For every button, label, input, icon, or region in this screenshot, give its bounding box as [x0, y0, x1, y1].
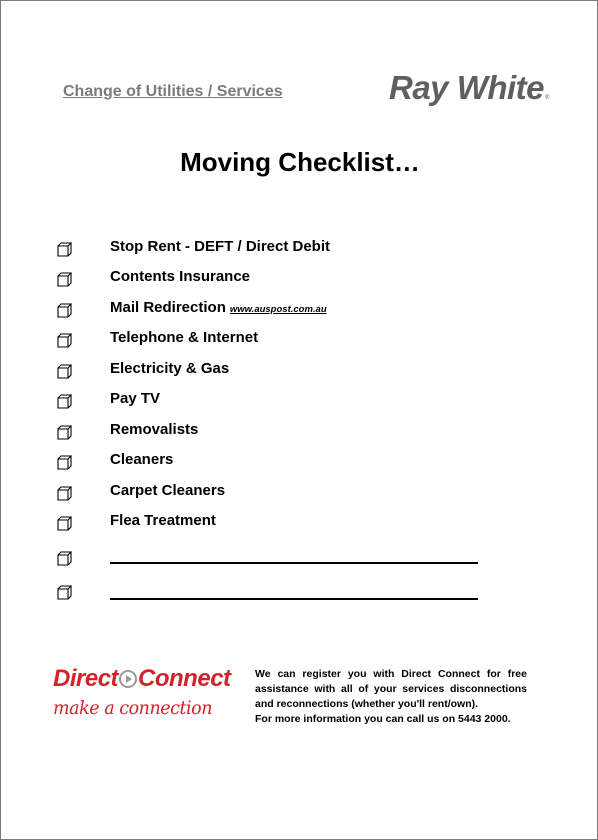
checkbox-icon[interactable] [57, 242, 72, 257]
checklist-item[interactable] [1, 482, 598, 506]
checklist-item[interactable] [1, 360, 598, 384]
direct-connect-info [255, 667, 527, 727]
checklist-item-label: Contents Insurance [110, 268, 251, 285]
checkbox-icon[interactable] [57, 394, 72, 409]
checkbox-icon[interactable] [57, 303, 72, 318]
checklist-item-label: Flea Treatment [110, 512, 216, 529]
ray-white-logo [389, 69, 549, 107]
checklist-blank-item[interactable] [1, 581, 598, 605]
direct-connect-logo [53, 665, 235, 723]
page-subtitle: Change of Utilities / Services [63, 83, 283, 100]
auspost-link[interactable]: www.auspost.com.au [229, 304, 327, 315]
checklist-blank-item[interactable] [1, 547, 598, 571]
checklist-item[interactable] [1, 421, 598, 445]
dc-logo-right: Connect [138, 665, 231, 692]
checklist-item-label: Telephone & Internet [110, 329, 259, 346]
info-contact: For more information you can call us on 5443 2000. [255, 713, 511, 725]
checkbox-icon[interactable] [57, 364, 72, 379]
checklist-item-label: Removalists [110, 421, 199, 438]
checklist-item[interactable] [1, 268, 598, 292]
checklist-item-label: Cleaners [110, 451, 174, 468]
checklist-item-label: Pay TV [110, 390, 161, 407]
checkbox-icon[interactable] [57, 425, 72, 440]
checklist-item-label: Electricity & Gas [110, 360, 230, 377]
checklist-item[interactable] [1, 512, 598, 536]
checklist-item[interactable] [1, 238, 598, 262]
blank-write-in-line[interactable] [110, 598, 478, 600]
dc-logo-left: Direct [53, 665, 119, 692]
checklist-item[interactable] [1, 329, 598, 353]
direct-connect-wordmark [53, 665, 231, 693]
checklist-item[interactable] [1, 390, 598, 414]
checklist-item[interactable] [1, 299, 598, 323]
direct-connect-tagline: make a connection [53, 697, 213, 719]
checkbox-icon[interactable] [57, 455, 72, 470]
info-paragraph: We can register you with Direct Connect for free assistance with all of your services disconnections and reconnections (whether you'll rent/own). [255, 668, 527, 710]
checklist-item-label [110, 299, 327, 316]
checkbox-icon[interactable] [57, 551, 72, 566]
page-title: Moving Checklist… [180, 147, 420, 177]
checklist-item-label: Stop Rent - DEFT / Direct Debit [110, 238, 331, 255]
logo-text: Ray White [389, 69, 545, 106]
mail-redirection-label: Mail Redirection [110, 299, 226, 316]
checkbox-icon[interactable] [57, 486, 72, 501]
logo-trademark: ® [545, 95, 549, 101]
checklist-item[interactable] [1, 451, 598, 475]
checkbox-icon[interactable] [57, 516, 72, 531]
checkbox-icon[interactable] [57, 585, 72, 600]
checkbox-icon[interactable] [57, 272, 72, 287]
checklist-item-label: Carpet Cleaners [110, 482, 226, 499]
blank-write-in-line[interactable] [110, 562, 478, 564]
play-arrow-icon [119, 670, 137, 688]
checkbox-icon[interactable] [57, 333, 72, 348]
